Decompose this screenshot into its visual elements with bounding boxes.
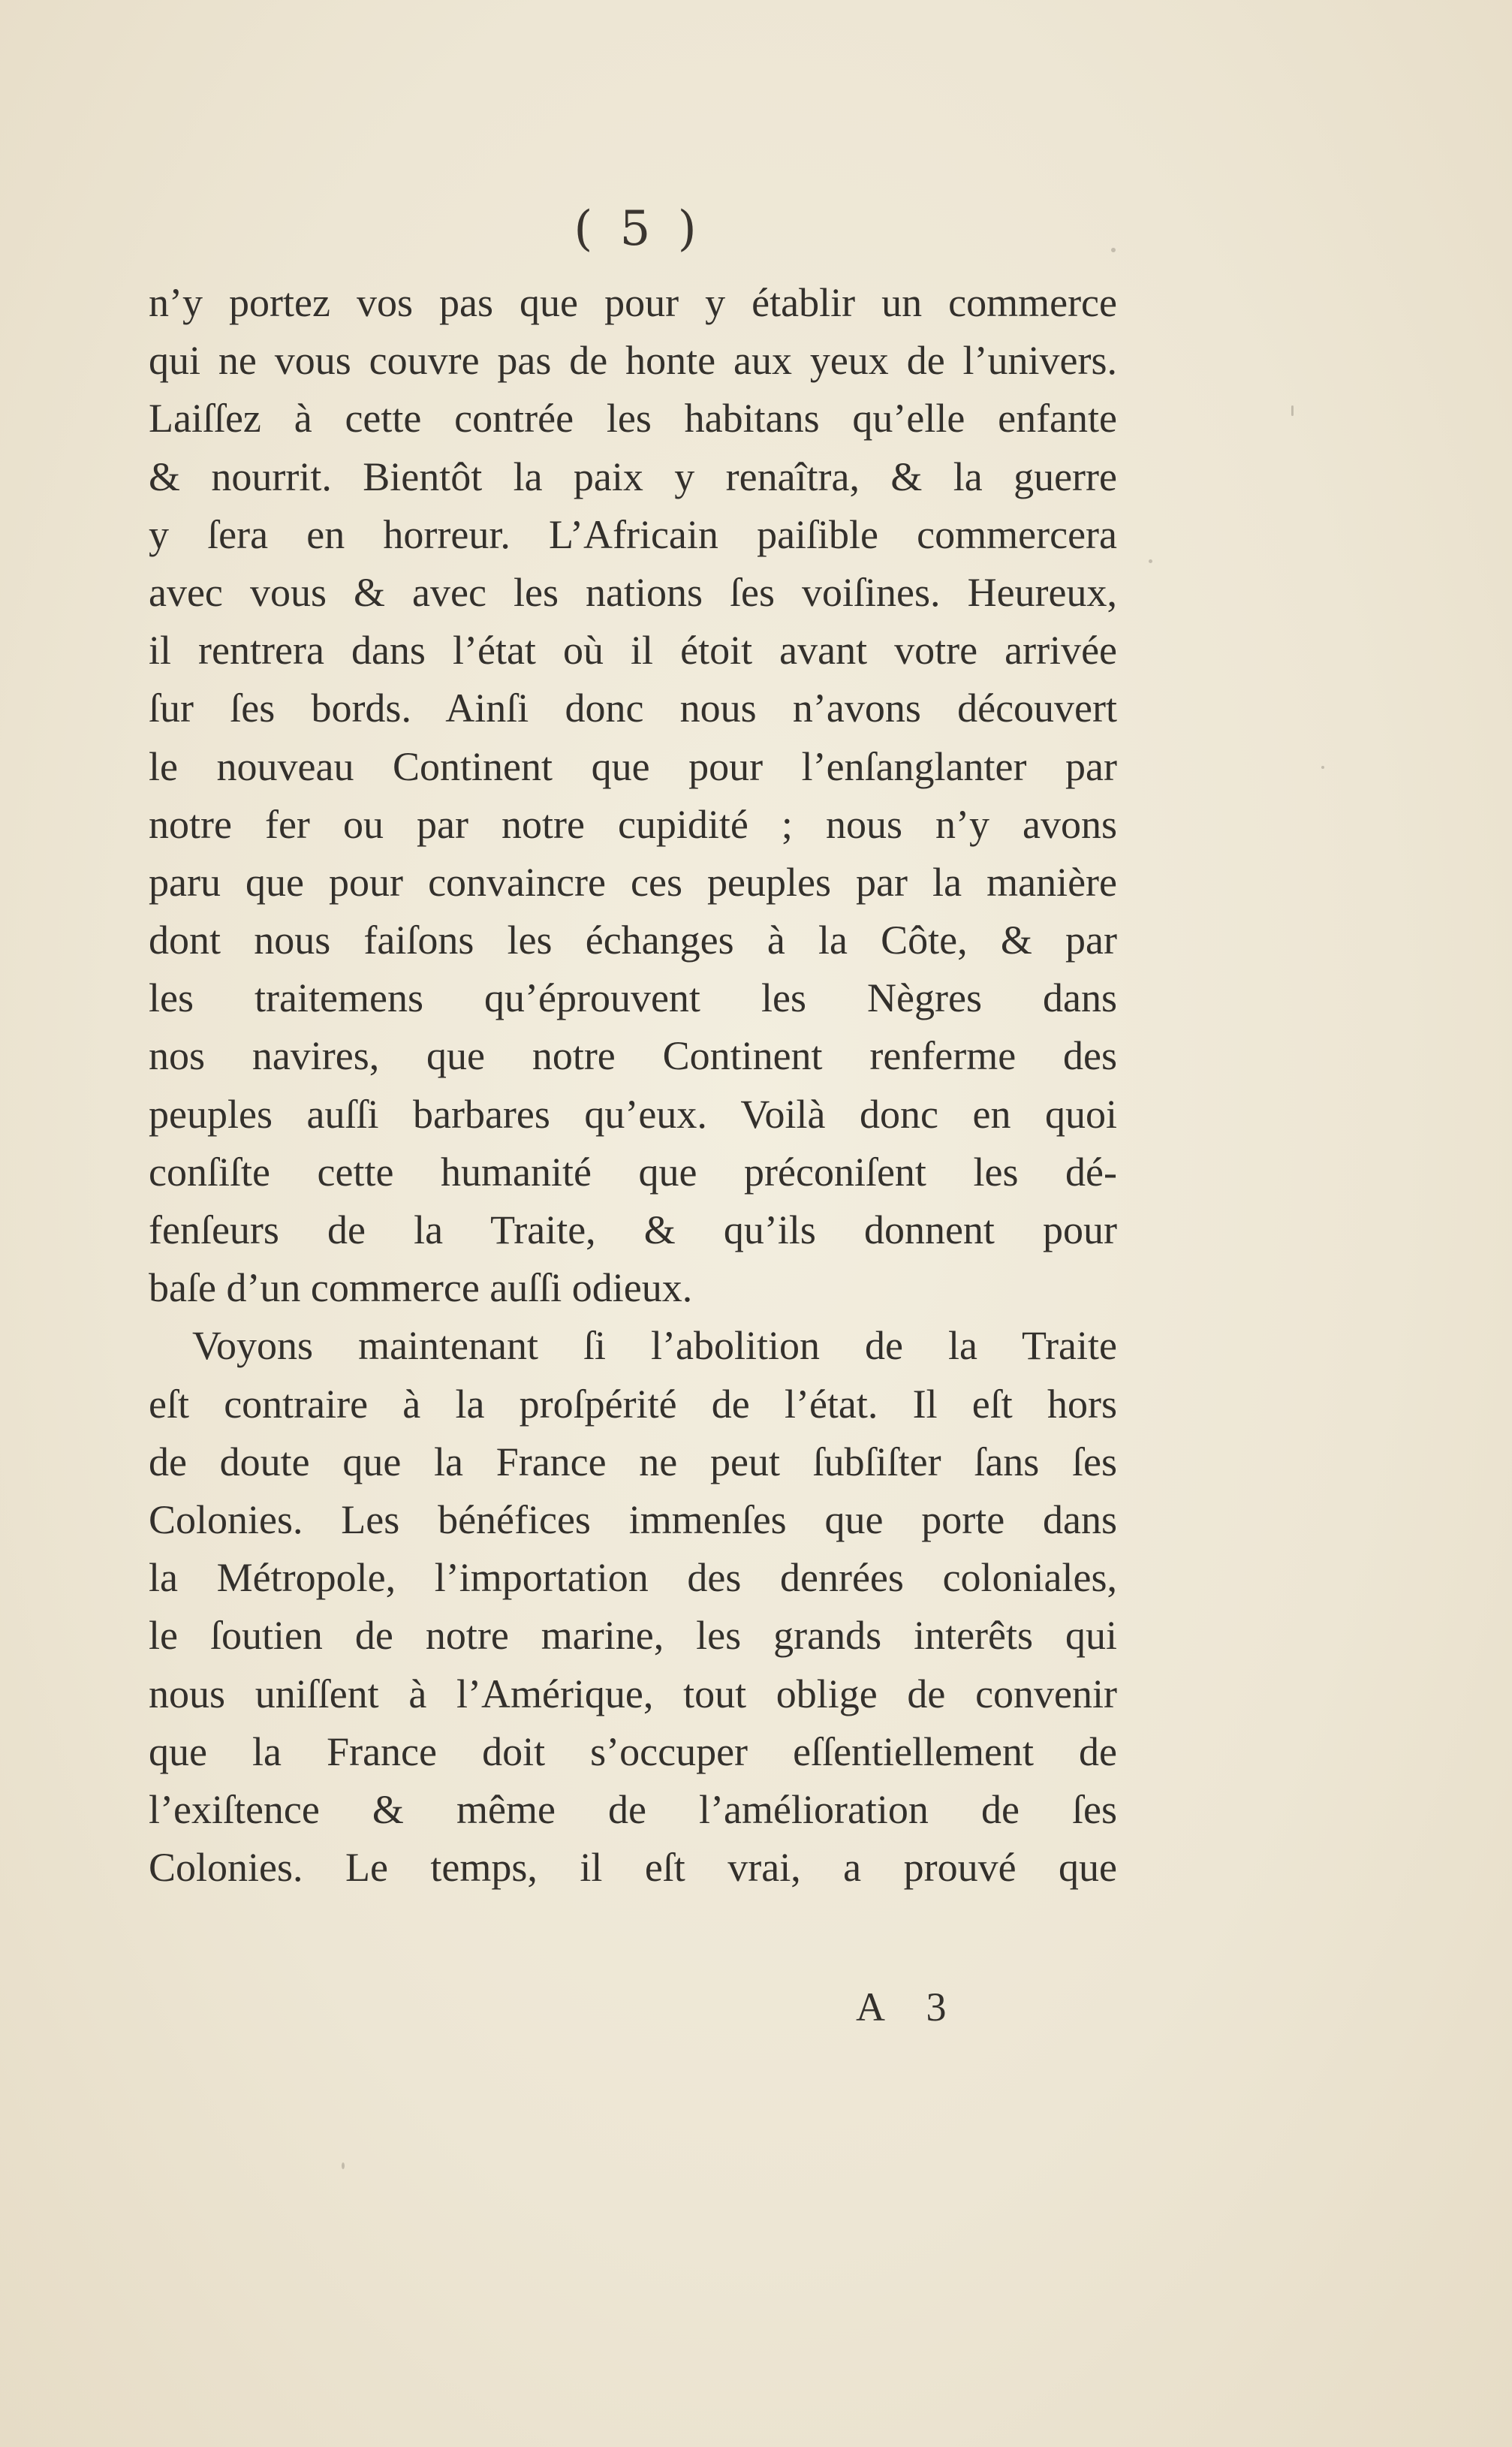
text-line: conſiſte cette humanité que préconiſent les dé- <box>149 1149 1117 1195</box>
signature-mark: A 3 <box>856 1984 963 2030</box>
page-number: ( 5 ) <box>574 201 703 257</box>
paper-speck <box>1291 405 1294 416</box>
text-line: Colonies. Le temps, il eſt vrai, a prouvé que <box>149 1845 1117 1891</box>
text-line: & nourrit. Bientôt la paix y renaîtra, & la guerre <box>149 454 1117 499</box>
text-line: notre fer ou par notre cupidité ; nous n’y avons <box>149 801 1117 847</box>
text-line: avec vous & avec les nations ſes voiſines. Heureux, <box>149 569 1117 615</box>
text-line: eſt contraire à la proſpérité de l’état. Il eſt hors <box>149 1381 1117 1427</box>
text-line: paru que pour convaincre ces peuples par la manière <box>149 859 1117 905</box>
text-line: peuples auſſi barbares qu’eux. Voilà donc en quoi <box>149 1091 1117 1137</box>
text-line: Colonies. Les bénéfices immenſes que porte dans <box>149 1496 1117 1542</box>
text-line: qui ne vous couvre pas de honte aux yeux de l’univers. <box>149 338 1117 384</box>
paper-speck <box>342 2162 345 2169</box>
text-line: Voyons maintenant ſi l’abolition de la Traite <box>192 1323 1117 1369</box>
text-line: n’y portez vos pas que pour y établir un commerce <box>149 280 1117 325</box>
paper-speck <box>1111 248 1116 252</box>
text-line: le ſoutien de notre marine, les grands interêts qui <box>149 1613 1117 1659</box>
body-text <box>149 274 1117 1897</box>
text-line: dont nous faiſons les échanges à la Côte, & par <box>149 918 1117 963</box>
text-line: de doute que la France ne peut ſubſiſter ſans ſes <box>149 1439 1117 1484</box>
text-line: nous uniſſent à l’Amérique, tout oblige de convenir <box>149 1671 1117 1716</box>
text-line: Laiſſez à cette contrée les habitans qu’elle enfante <box>149 396 1117 441</box>
text-line: nos navires, que notre Continent renferme des <box>149 1033 1117 1079</box>
text-line: y ſera en horreur. L’Africain paiſible commercera <box>149 511 1117 557</box>
text-line: baſe d’un commerce auſſi odieux. <box>149 1265 693 1311</box>
text-line: il rentrera dans l’état où il étoit avant votre arrivée <box>149 628 1117 674</box>
paper-speck <box>1321 766 1324 769</box>
text-line: les traitemens qu’éprouvent les Nègres dans <box>149 975 1117 1021</box>
text-line: fenſeurs de la Traite, & qu’ils donnent pour <box>149 1207 1117 1252</box>
text-line: le nouveau Continent que pour l’enſanglanter par <box>149 743 1117 789</box>
text-line: l’exiſtence & même de l’amélioration de ſes <box>149 1786 1117 1832</box>
text-line: ſur ſes bords. Ainſi donc nous n’avons découvert <box>149 686 1117 731</box>
paper-speck <box>1149 559 1152 563</box>
text-line: la Métropole, l’importation des denrées coloniales, <box>149 1555 1117 1601</box>
text-line: que la France doit s’occuper eſſentiellement de <box>149 1728 1117 1774</box>
